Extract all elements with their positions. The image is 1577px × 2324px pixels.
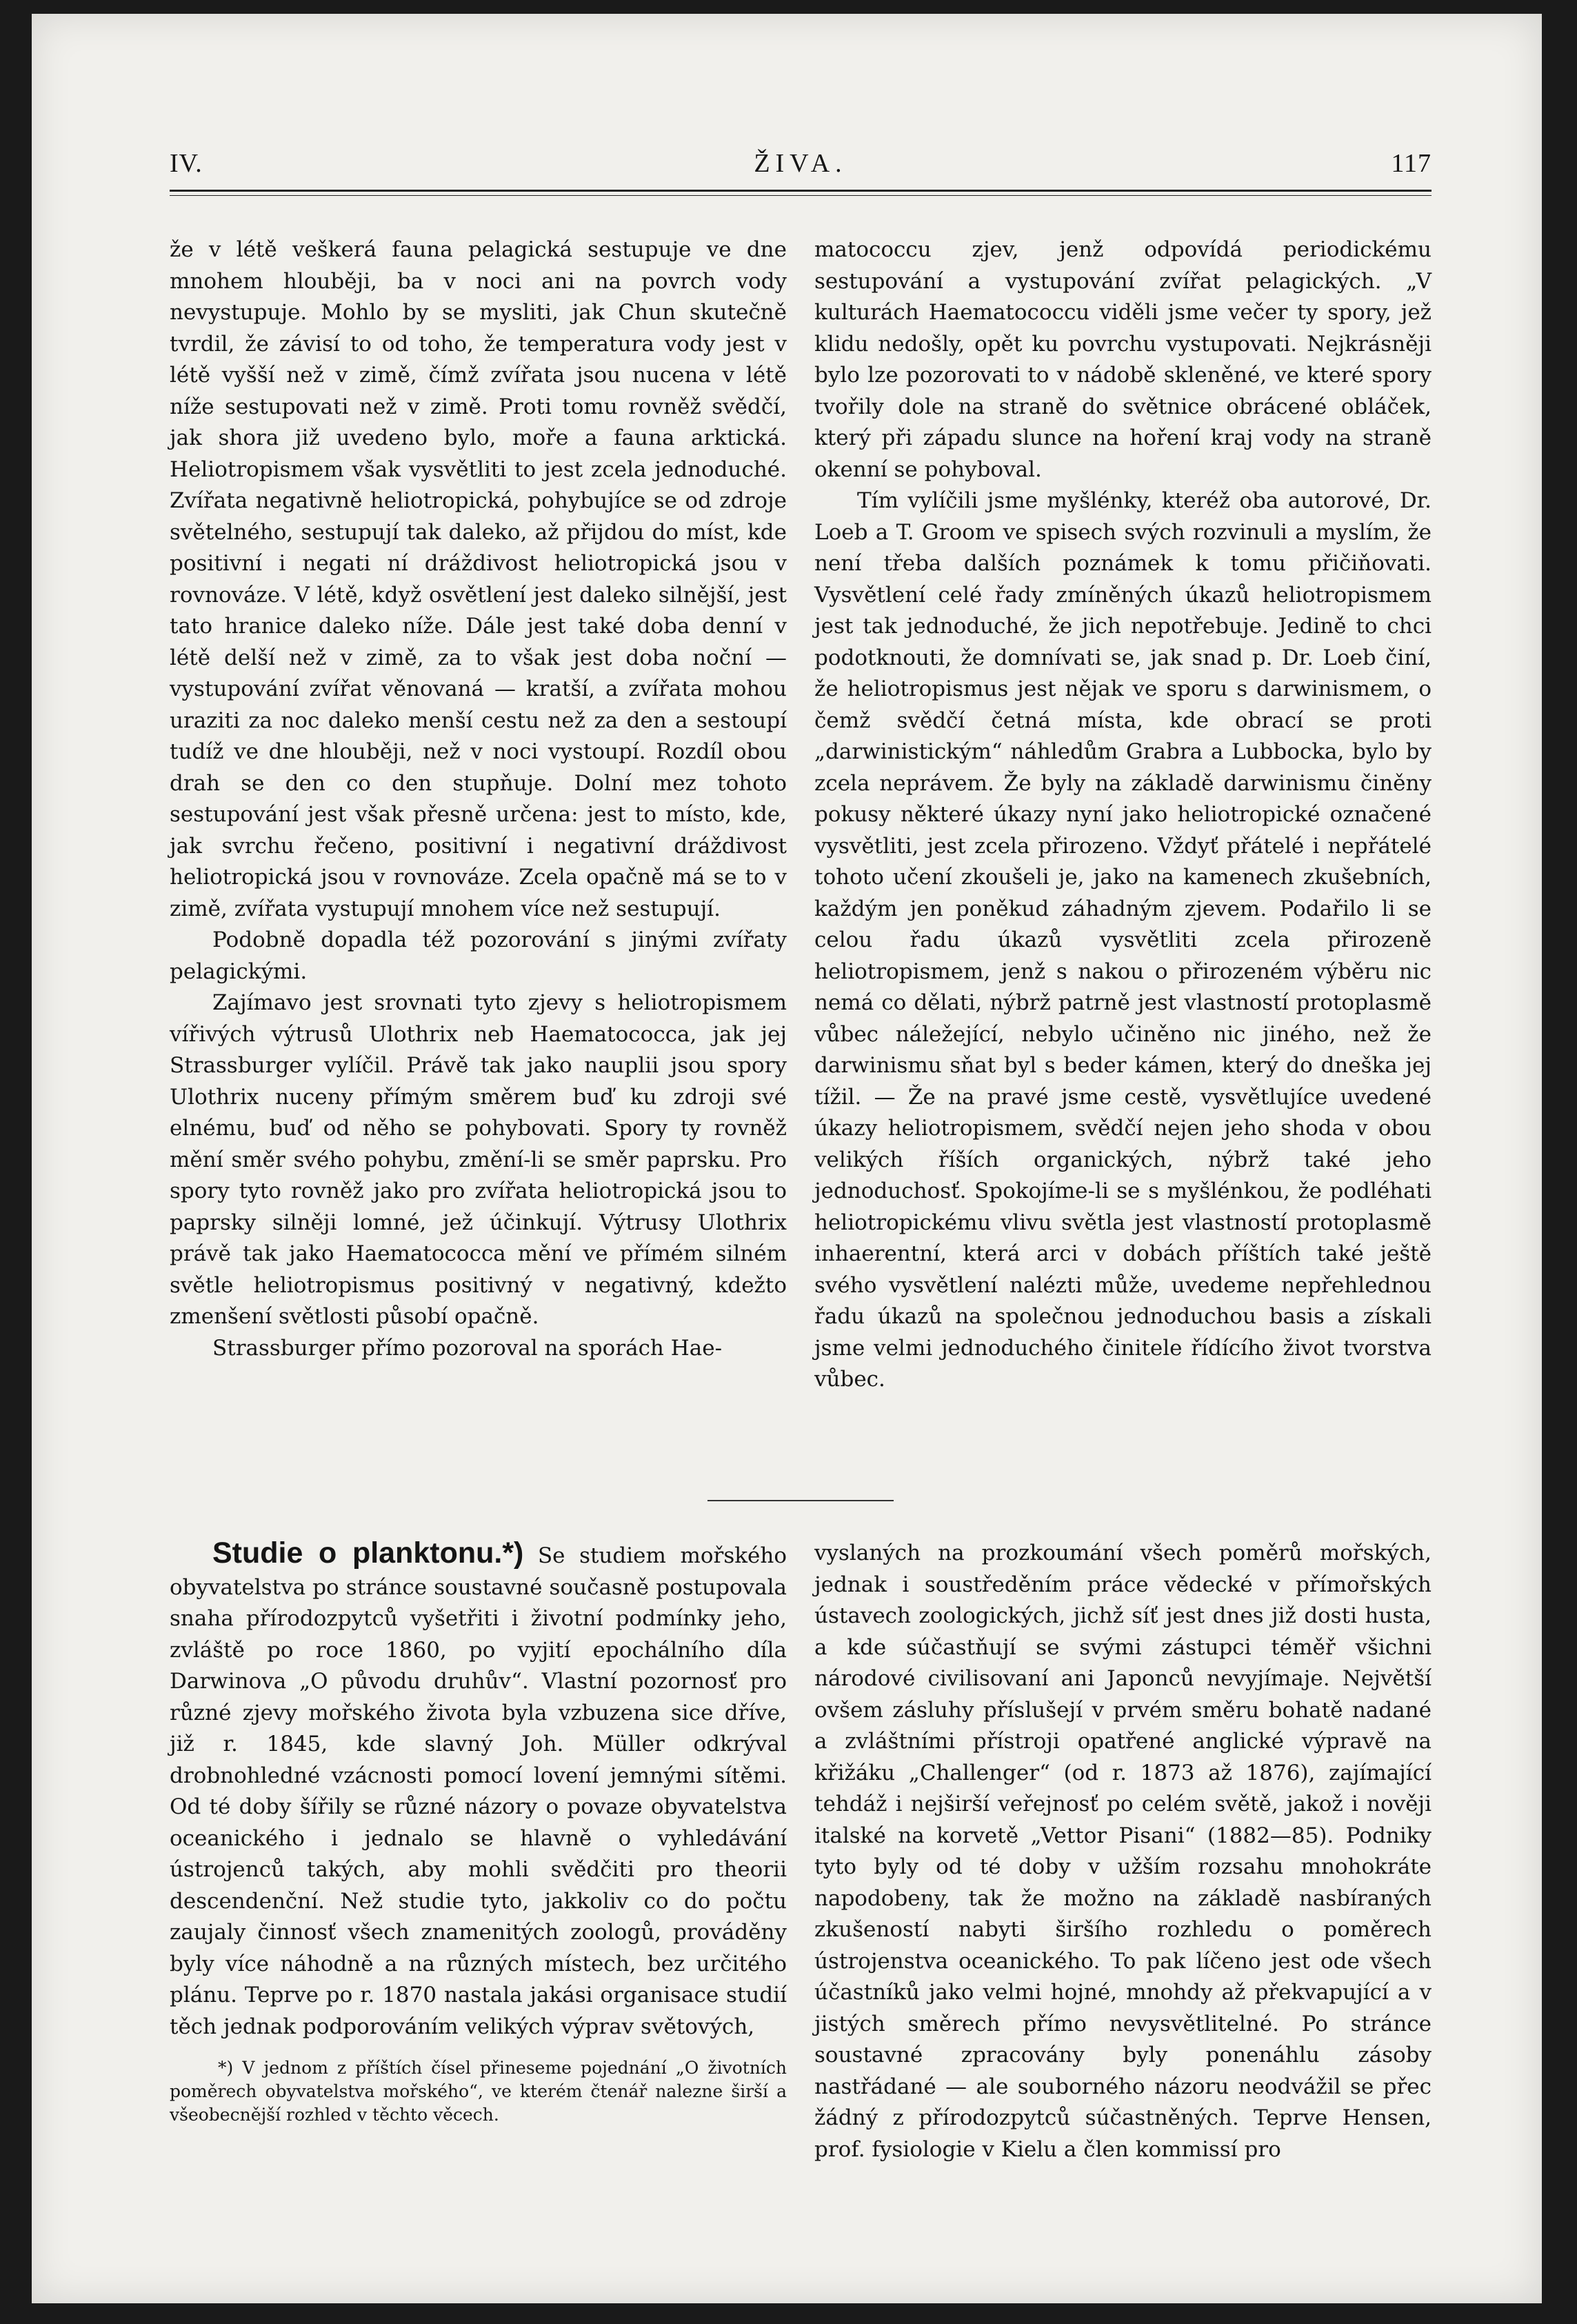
left-column-article [170,1538,787,2127]
article-heading: Studie o planktonu.*) [212,1536,524,1570]
left-column-top [170,234,787,1364]
journal-page [170,141,1432,2272]
paragraph: Zajímavo jest srovnati tyto zjevy s heliotropismem vířivých výtrusů Ulothrix neb Haematococca, jak jej Strassburger vylíčil. Právě tak jako nauplii jsou spory Ulothrix nuceny přímým směrem buď ku zdroji své elnému, buď od něho se pohybovati. Spory ty rovněž mění směr svého pohybu, změní-li se směr paprsku. Pro spory tyto rovněž jako pro zvířata heliotropická jsou to paprsky silněji lomné, jež účinkují. Výtrusy Ulothrix právě tak jako Haematococca mění ve přímém silném světle heliotropismus positivný v negativný, kdežto zmenšení světlosti působí opačně. [170,990,787,1329]
paragraph: Podobně dopadla též pozorování s jinými zvířaty pelagickými. [170,928,787,984]
paragraph: že v létě veškerá fauna pelagická sestupuje ve dne mnohem hlouběji, ba v noci ani na povrch vody nevystupuje. Mohlo by se mysliti, jak Chun skutečně tvrdil, že závisí to od toho, že temperatura vody jest v létě vyšší než v zimě, čímž zvířata jsou nucena v létě níže sestupovati než v zimě. Proti tomu rovněž svědčí, jak shora již uvedeno bylo, moře a fauna arktická. Heliotropismem však vysvětliti to jest zcela jednoduché. Zvířata negativně heliotropická, pohybujíce se od zdroje světelného, sestupují tak daleko, až přijdou do míst, kde positivní i negati ní dráždivost heliotropická jsou v rovnováze. V létě, když osvětlení jest daleko silnější, jest tato hranice daleko níže. Dále jest také doba denní v létě delší než v zimě, za to však jest doba noční — vystupování zvířat věnovaná — kratší, a zvířata mohou uraziti za noc daleko menší cestu než za den a sestoupí tudíž ve dne hlouběji, než v noci vystoupí. Rozdíl obou drah se den co den stupňuje. Dolní mez tohoto sestupování jest však přesně určena: jest to místo, kde, jak svrchu řečeno, positivní i negativní dráždivost heliotropická jsou v rovnováze. Zcela opačně má se to v zimě, zvířata vystupují mnohem více než sestupují. [170,237,787,921]
page-number: 117 [1391,149,1432,178]
paragraph: Tím vylíčili jsme myšlénky, kteréž oba autorové, Dr. Loeb a T. Groom ve spisech svých rozvinuli a myslím, že není třeba dalších poznámek k tomu přičiňovati. Vysvětlení celé řady zmíněných úkazů heliotropismem jest tak jednoduché, že jich nepotřebuje. Jedině to chci podotknouti, že domnívati se, jak snad p. Dr. Loeb činí, že heliotropismus jest nějak ve sporu s darwinismem, o čemž svědčí četná místa, kde obrací se proti „darwinistickým“ náhledům Grabra a Lubbocka, bylo by zcela neprávem. Že byly na základě darwinismu činěny pokusy některé úkazy nyní jako heliotropické označené vysvětliti, jest zcela přirozeno. Vždyť přátelé i nepřátelé tohoto učení zkoušeli je, jako na kamenech zkušebních, každým jen poněkud záhadným zjevem. Podařilo li se celou řadu úkazů vysvětliti zcela přirozeně heliotropismem, jenž s nakou o přirozeném výběru nic nemá co dělati, nýbrž patrně jest vlastností protoplasmě vůbec náležející, nebylo učiněno nic jiného, než že darwinismu sňat byl s beder kámen, který do dneška jej tížil. — Že na pravé jsme cestě, vysvětlujíce uvedené úkazy heliotropismem, svědčí nejen jeho shoda v obou velikých říších organických, nýbrž také jeho jednoduchosť. Spokojíme-li se s myšlénkou, že podléhati heliotropickému vlivu světla jest vlastností protoplasmě inhaerentní, která arci v dobách příštích také ještě svého vysvětlení nalézti může, uvedeme nepřehlednou řadu úkazů na společnou jednoduchou basis a získali jsme velmi jednoduchého činitele řídícího život tvorstva vůbec. [814,488,1432,1392]
article-body-left: Se studiem mořského obyvatelstva po stránce soustavné současně postupovala snaha přírodozpytců vyšetřiti i životní podmínky jeho, zvláště po roce 1860, po vyjití epochálního díla Darwinova „O původu druhův“. Vlastní pozornosť pro různé zjevy mořského života byla vzbuzena sice dříve, již r. 1845, kde slavný Joh. Müller odkrýval drobnohledné vzácnosti pomocí lovení jemnými sítěmi. Od té doby šířily se různé názory o povaze obyvatelstva oceanického i jednalo se hlavně o vyhledávání ústrojenců takých, aby mohli svědčiti pro theorii descendenční. Než studie tyto, jakkoliv co do počtu zaujaly činnosť všech znamenitých zoologů, prováděny byly více náhodně a na různých místech, bez určitého plánu. Teprve po r. 1870 nastala jakási organisace studií těch jednak podporováním velikých výprav světových, [170,1543,787,2039]
page-sheet [32,14,1542,2303]
article-paragraph [170,1538,787,2043]
right-column-article [814,1538,1432,2165]
running-head [170,141,1432,183]
paragraph: Strassburger přímo pozoroval na sporách Hae- [212,1335,723,1361]
footnote: *) V jednom z příštích čísel přineseme pojednání „O životních poměrech obyvatelstva mořského“, ve kterém čtenář nalezne širší a všeobecnější rozhled v těchto věcech. [170,2058,787,2125]
right-column-top [814,234,1432,1396]
section-separator [707,1500,894,1501]
journal-title: ŽIVA. [754,149,847,178]
header-rule [170,190,1432,192]
article-body-right: vyslaných na prozkoumání všech poměrů mořských, jednak i soustředěním práce vědecké v přímořských ústavech zoologických, jichž síť jest dnes již dosti husta, a kde súčastňují se svými zástupci téměř všichni národové civilisovaní ani Japonců nevyjímaje. Největší ovšem zásluhy příslušejí v prvém směru bohatě nadané a zvláštními přístroji opatřené anglické výpravě na křižáku „Challenger“ (od r. 1873 až 1876), zajímající tehdáž i nejširší veřejnosť po celém světě, jakož i nověji italské na korvetě „Vettor Pisani“ (1882—85). Podniky tyto byly od té doby v užším rozsahu mnohokráte napodobeny, tak že možno na základě nasbíraných zkušeností nabyti širšího rozhledu o poměrech ústrojenstva oceanického. To pak líčeno jest ode všech účastníků jako velmi hojné, mnohdy až překvapující a v jistých směrech přímo nevysvětlitelné. Po stránce soustavné zpracovány byly ponenáhlu zásoby nastřádané — ale souborného názoru neodvážil se přec žádný z přírodozpytců súčastněných. Teprve Hensen, prof. fysiologie v Kielu a člen kommissí pro [814,1541,1432,2162]
volume-number: IV. [170,149,203,178]
header-rule-thin [170,195,1432,196]
paragraph: matococcu zjev, jenž odpovídá periodickému sestupování a vystupování zvířat pelagických. „V kulturách Haematococcu viděli jsme večer ty spory, jež klidu nedošly, opět ku povrchu vystupovati. Nejkrásněji bylo lze pozorovati to v nádobě skleněné, ve které spory tvořily dole na straně do světnice obrácené obláček, který při západu slunce na hoření kraj vody na straně okenní se pohyboval. [814,237,1432,482]
